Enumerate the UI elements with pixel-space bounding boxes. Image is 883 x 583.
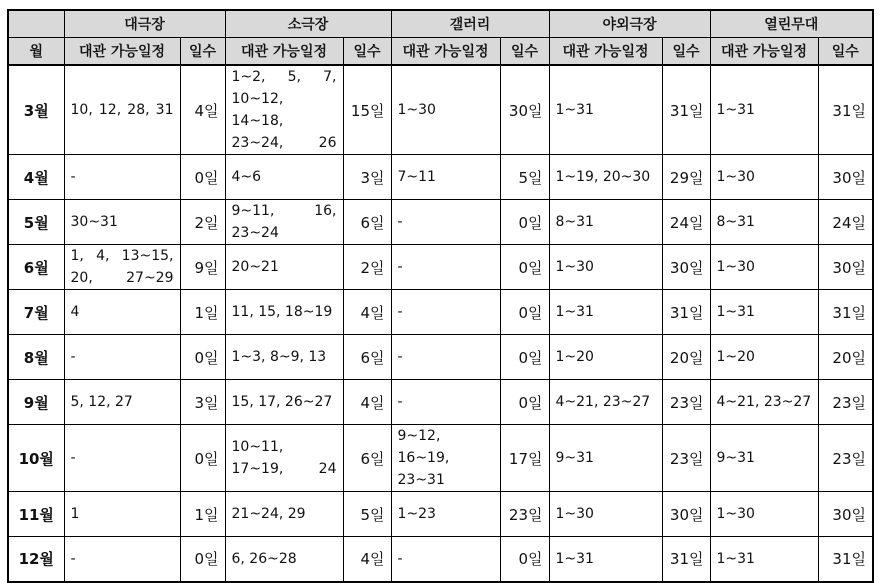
day-count-cell: 23일: [662, 380, 710, 425]
venue-header: 소극장: [225, 10, 391, 38]
available-dates-cell: 1~30: [710, 245, 818, 290]
month-cell: 10월: [8, 425, 64, 492]
available-dates-cell: 9~31: [549, 425, 662, 492]
schedule-table-wrapper: [7, 9, 874, 583]
month-cell: 8월: [8, 335, 64, 380]
day-count-cell: 6일: [343, 425, 391, 492]
day-count-cell: 1일: [180, 290, 225, 335]
table-row: [8, 335, 873, 380]
available-dates-cell: 10, 12, 28, 31: [64, 65, 180, 155]
day-count-cell: 0일: [500, 200, 549, 245]
venue-header-row: [8, 10, 873, 38]
available-dates-cell: -: [391, 290, 500, 335]
available-dates-cell: 1~31: [710, 537, 818, 582]
available-dates-cell: 1, 4, 13~15, 20, 27~29: [64, 245, 180, 290]
day-count-cell: 2일: [180, 200, 225, 245]
available-dates-cell: 1~31: [549, 290, 662, 335]
days-column-header: 일수: [180, 38, 225, 66]
available-dates-cell: 4~6: [225, 155, 343, 200]
table-row: [8, 537, 873, 582]
available-dates-cell: 4~21, 23~27: [710, 380, 818, 425]
day-count-cell: 23일: [500, 492, 549, 537]
day-count-cell: 0일: [180, 155, 225, 200]
day-count-cell: 31일: [662, 290, 710, 335]
table-row: [8, 380, 873, 425]
available-dates-cell: 1~30: [391, 65, 500, 155]
month-cell: 7월: [8, 290, 64, 335]
day-count-cell: 30일: [662, 492, 710, 537]
day-count-cell: 30일: [818, 155, 873, 200]
dates-column-header: 대관 가능일정: [391, 38, 500, 66]
available-dates-cell: 21~24, 29: [225, 492, 343, 537]
table-row: [8, 65, 873, 155]
days-column-header: 일수: [818, 38, 873, 66]
day-count-cell: 5일: [343, 492, 391, 537]
day-count-cell: 30일: [662, 245, 710, 290]
day-count-cell: 4일: [343, 537, 391, 582]
day-count-cell: 23일: [818, 380, 873, 425]
available-dates-cell: -: [64, 537, 180, 582]
day-count-cell: 0일: [500, 245, 549, 290]
day-count-cell: 31일: [662, 537, 710, 582]
month-cell: 11월: [8, 492, 64, 537]
day-count-cell: 5일: [500, 155, 549, 200]
month-cell: 12월: [8, 537, 64, 582]
available-dates-cell: 6, 26~28: [225, 537, 343, 582]
available-dates-cell: 5, 12, 27: [64, 380, 180, 425]
available-dates-cell: -: [391, 200, 500, 245]
day-count-cell: 30일: [818, 492, 873, 537]
day-count-cell: 17일: [500, 425, 549, 492]
table-row: [8, 492, 873, 537]
day-count-cell: 4일: [343, 380, 391, 425]
month-cell: 9월: [8, 380, 64, 425]
rental-schedule-table: [7, 9, 874, 583]
day-count-cell: 24일: [662, 200, 710, 245]
table-row: [8, 155, 873, 200]
day-count-cell: 0일: [180, 425, 225, 492]
available-dates-cell: 1~23: [391, 492, 500, 537]
month-cell: 4월: [8, 155, 64, 200]
table-row: [8, 290, 873, 335]
venue-header: 야외극장: [549, 10, 710, 38]
month-cell: 5월: [8, 200, 64, 245]
day-count-cell: 24일: [818, 200, 873, 245]
day-count-cell: 0일: [500, 380, 549, 425]
day-count-cell: 1일: [180, 492, 225, 537]
available-dates-cell: 1~31: [549, 65, 662, 155]
available-dates-cell: -: [64, 335, 180, 380]
month-cell: 3월: [8, 65, 64, 155]
day-count-cell: 3일: [180, 380, 225, 425]
day-count-cell: 20일: [662, 335, 710, 380]
available-dates-cell: 4: [64, 290, 180, 335]
available-dates-cell: -: [64, 155, 180, 200]
available-dates-cell: 1~30: [710, 155, 818, 200]
table-row: [8, 425, 873, 492]
month-column-header: 월: [8, 38, 64, 66]
table-row: [8, 245, 873, 290]
day-count-cell: 4일: [343, 290, 391, 335]
day-count-cell: 4일: [180, 65, 225, 155]
header-corner: [8, 10, 64, 38]
venue-header: 갤러리: [391, 10, 549, 38]
available-dates-cell: 1~30: [710, 492, 818, 537]
day-count-cell: 30일: [500, 65, 549, 155]
day-count-cell: 0일: [180, 537, 225, 582]
available-dates-cell: 1~20: [549, 335, 662, 380]
day-count-cell: 29일: [662, 155, 710, 200]
table-row: [8, 200, 873, 245]
day-count-cell: 30일: [818, 245, 873, 290]
day-count-cell: 9일: [180, 245, 225, 290]
available-dates-cell: 1~20: [710, 335, 818, 380]
dates-column-header: 대관 가능일정: [64, 38, 180, 66]
available-dates-cell: 20~21: [225, 245, 343, 290]
dates-column-header: 대관 가능일정: [549, 38, 662, 66]
available-dates-cell: 30~31: [64, 200, 180, 245]
available-dates-cell: -: [391, 335, 500, 380]
available-dates-cell: 1~3, 8~9, 13: [225, 335, 343, 380]
day-count-cell: 3일: [343, 155, 391, 200]
venue-header: 대극장: [64, 10, 225, 38]
day-count-cell: 31일: [818, 65, 873, 155]
available-dates-cell: 8~31: [549, 200, 662, 245]
day-count-cell: 23일: [818, 425, 873, 492]
available-dates-cell: 1~30: [549, 492, 662, 537]
day-count-cell: 0일: [500, 290, 549, 335]
days-column-header: 일수: [343, 38, 391, 66]
column-header-row: [8, 38, 873, 66]
dates-column-header: 대관 가능일정: [710, 38, 818, 66]
day-count-cell: 6일: [343, 335, 391, 380]
available-dates-cell: 9~11, 16, 23~24: [225, 200, 343, 245]
day-count-cell: 31일: [662, 65, 710, 155]
available-dates-cell: 7~11: [391, 155, 500, 200]
available-dates-cell: 1: [64, 492, 180, 537]
available-dates-cell: 11, 15, 18~19: [225, 290, 343, 335]
dates-column-header: 대관 가능일정: [225, 38, 343, 66]
available-dates-cell: 1~30: [549, 245, 662, 290]
available-dates-cell: 1~31: [710, 65, 818, 155]
available-dates-cell: 9~12, 16~19, 23~31: [391, 425, 500, 492]
day-count-cell: 31일: [818, 537, 873, 582]
day-count-cell: 23일: [662, 425, 710, 492]
day-count-cell: 0일: [500, 335, 549, 380]
month-cell: 6월: [8, 245, 64, 290]
day-count-cell: 31일: [818, 290, 873, 335]
days-column-header: 일수: [500, 38, 549, 66]
day-count-cell: 0일: [500, 537, 549, 582]
available-dates-cell: 1~31: [549, 537, 662, 582]
day-count-cell: 20일: [818, 335, 873, 380]
available-dates-cell: -: [391, 245, 500, 290]
available-dates-cell: 15, 17, 26~27: [225, 380, 343, 425]
available-dates-cell: 1~31: [710, 290, 818, 335]
available-dates-cell: -: [391, 537, 500, 582]
day-count-cell: 0일: [180, 335, 225, 380]
available-dates-cell: -: [64, 425, 180, 492]
available-dates-cell: 8~31: [710, 200, 818, 245]
day-count-cell: 6일: [343, 200, 391, 245]
available-dates-cell: -: [391, 380, 500, 425]
available-dates-cell: 1~19, 20~30: [549, 155, 662, 200]
available-dates-cell: 1~2, 5, 7, 10~12, 14~18, 23~24, 26: [225, 65, 343, 155]
available-dates-cell: 4~21, 23~27: [549, 380, 662, 425]
days-column-header: 일수: [662, 38, 710, 66]
available-dates-cell: 9~31: [710, 425, 818, 492]
day-count-cell: 15일: [343, 65, 391, 155]
venue-header: 열린무대: [710, 10, 873, 38]
available-dates-cell: 10~11, 17~19, 24: [225, 425, 343, 492]
day-count-cell: 2일: [343, 245, 391, 290]
